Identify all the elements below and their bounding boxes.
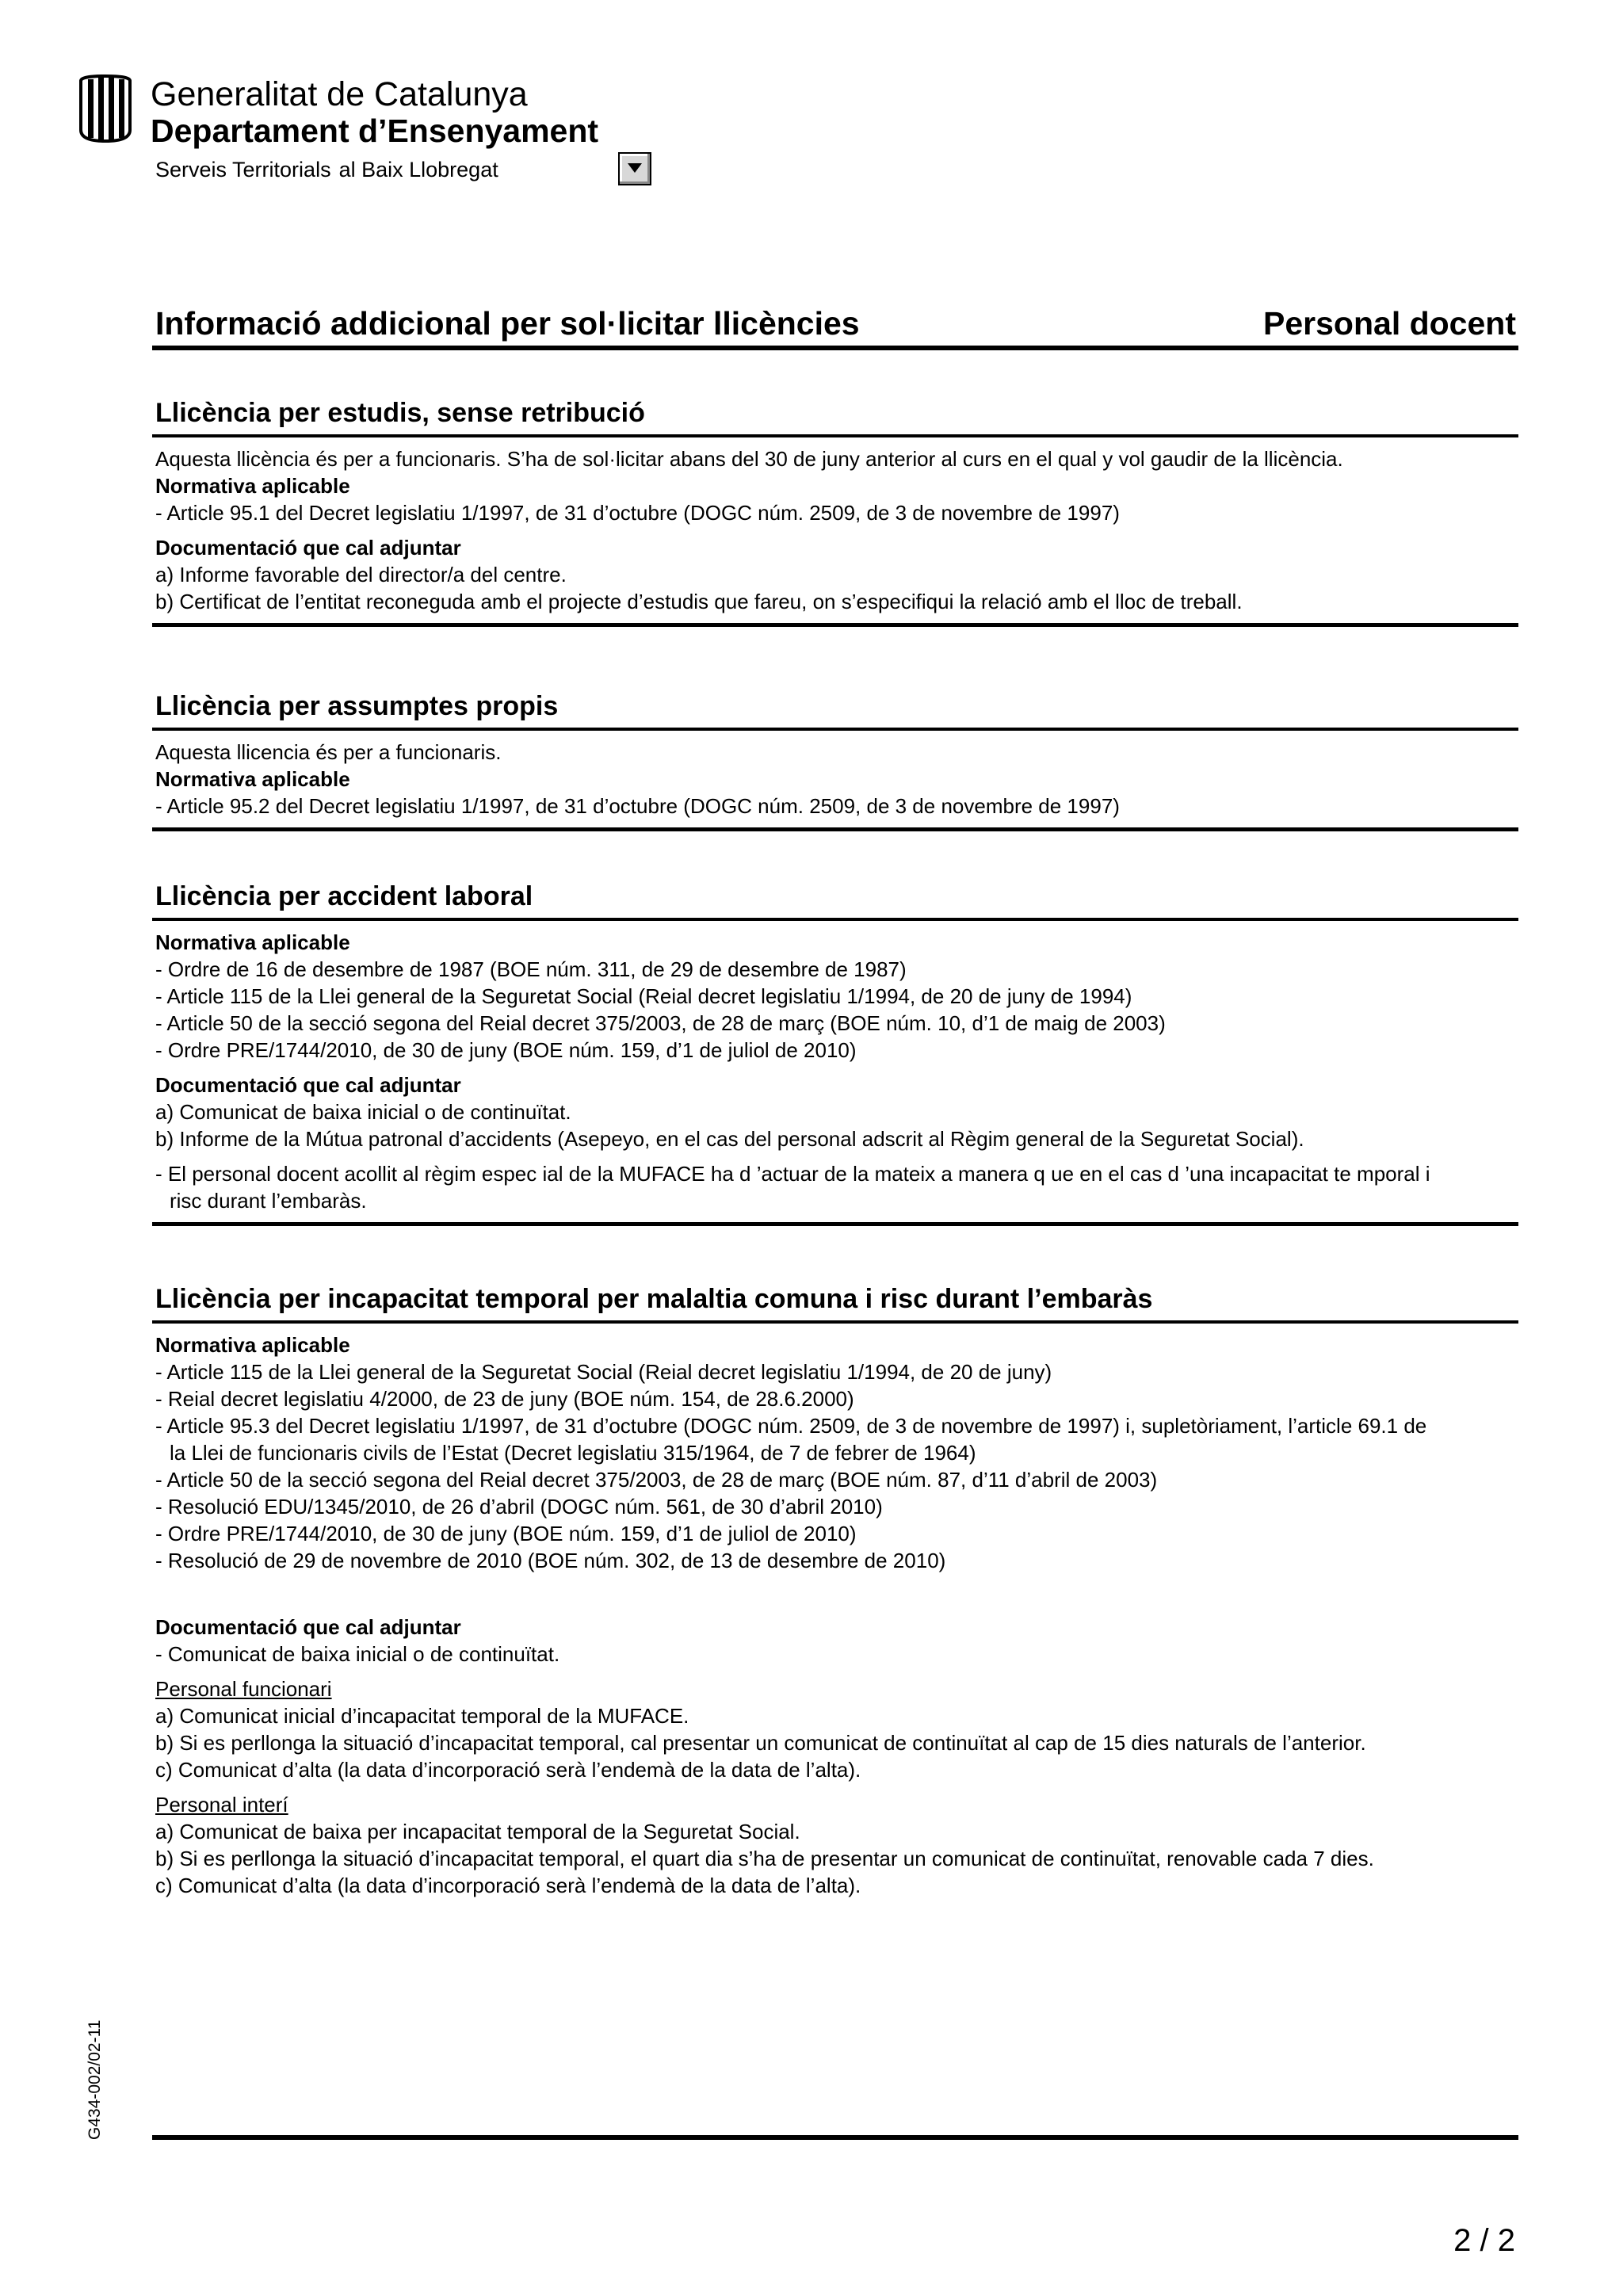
section-study-leave (155, 396, 1518, 627)
section-title: Llicència per estudis, sense retribució (155, 398, 645, 428)
page-number: 2 / 2 (1453, 2223, 1515, 2258)
funcionari-item: c) Comunicat d’alta (la data d’incorporació serà l’endemà de la data de l’alta). (155, 1758, 861, 1782)
norm-item: - Article 50 de la secció segona del Reial decret 375/2003, de 28 de març (BOE núm. 10, d’1 de maig de 2003) (155, 1011, 1166, 1035)
org-name: Generalitat de Catalunya (151, 75, 528, 113)
section-end-divider (152, 827, 1518, 831)
norm-item: - Article 95.3 del Decret legislatiu 1/1997, de 31 d’octubre (DOGC núm. 2509, de 3 de novembre de 1997) i, supletòriament, l’article 69.1 de (155, 1414, 1427, 1438)
norm-heading: Normativa aplicable (155, 930, 350, 954)
department-name: Departament d’Ensenyament (151, 113, 599, 149)
muface-note: - El personal docent acollit al règim espec ial de la MUFACE ha d ’actuar de la mateix a manera q ue en el cas d ’una incapacitat te mporal i (155, 1162, 1430, 1186)
form-code: G434-002/02-11 (86, 2019, 104, 2140)
doc-heading: Documentació que cal adjuntar (155, 1073, 461, 1097)
interi-item: c) Comunicat d’alta (la data d’incorporació serà l’endemà de la data de l’alta). (155, 1874, 861, 1897)
doc-item: b) Certificat de l’entitat reconeguda amb el projecte d’estudis que fareu, on s’especifiqui la relació amb el lloc de treball. (155, 590, 1243, 613)
services-label: Serveis Territorials (155, 158, 331, 181)
norm-heading: Normativa aplicable (155, 1333, 350, 1357)
norm-item: - Ordre PRE/1744/2010, de 30 de juny (BOE núm. 159, d’1 de juliol de 2010) (155, 1038, 857, 1062)
chevron-down-icon (628, 163, 642, 174)
section-intro: Aquesta llicència és per a funcionaris. S’ha de sol·licitar abans del 30 de juny anterior al curs en el qual y vol gaudir de la llicència. (155, 447, 1343, 471)
norm-item: - Resolució de 29 de novembre de 2010 (BOE núm. 302, de 13 de desembre de 2010) (155, 1549, 946, 1572)
norm-item: - Article 50 de la secció segona del Reial decret 375/2003, de 28 de març (BOE núm. 87, d’11 d’abril de 2003) (155, 1468, 1158, 1492)
section-title: Llicència per incapacitat temporal per malaltia comuna i risc durant l’embaràs (155, 1284, 1153, 1314)
norm-item: - Reial decret legislatiu 4/2000, de 23 de juny (BOE núm. 154, de 28.6.2000) (155, 1387, 854, 1411)
doc-item: a) Informe favorable del director/a del centre. (155, 563, 567, 586)
norm-heading: Normativa aplicable (155, 474, 350, 498)
doc-item: a) Comunicat de baixa inicial o de continuïtat. (155, 1100, 571, 1124)
services-territorials (155, 157, 498, 182)
doc-heading: Documentació que cal adjuntar (155, 536, 461, 560)
funcionari-item: b) Si es perllonga la situació d’incapacitat temporal, cal presentar un comunicat de continuïtat al cap de 15 dies naturals de l’anterior. (155, 1731, 1366, 1755)
section-personal-affairs (155, 690, 1518, 831)
page-title: Informació addicional per sol·licitar llicències (155, 305, 860, 342)
funcionari-item: a) Comunicat inicial d’incapacitat temporal de la MUFACE. (155, 1704, 689, 1728)
doc-heading: Documentació que cal adjuntar (155, 1615, 461, 1639)
services-dropdown-button[interactable] (618, 152, 651, 185)
section-intro: Aquesta llicencia és per a funcionaris. (155, 740, 502, 764)
norm-item: - Ordre PRE/1744/2010, de 30 de juny (BOE núm. 159, d’1 de juliol de 2010) (155, 1522, 857, 1545)
norm-item: - Article 95.1 del Decret legislatiu 1/1997, de 31 d’octubre (DOGC núm. 2509, de 3 de novembre de 1997) (155, 501, 1120, 525)
title-divider (152, 346, 1518, 350)
section-temporary-incapacity (155, 1282, 1518, 1899)
norm-item-cont: la Llei de funcionaris civils de l’Estat (Decret legislatiu 315/1964, de 7 de febrer de 1964) (170, 1441, 976, 1465)
section-end-divider (152, 1222, 1518, 1226)
section-end-divider (152, 623, 1518, 627)
interi-item: b) Si es perllonga la situació d’incapacitat temporal, el quart dia s’ha de presentar un comunicat de continuïtat, renovable cada 7 dies. (155, 1847, 1374, 1870)
interi-item: a) Comunicat de baixa per incapacitat temporal de la Seguretat Social. (155, 1820, 800, 1843)
footer-divider (152, 2135, 1518, 2140)
norm-item: - Resolució EDU/1345/2010, de 26 d’abril (DOGC núm. 561, de 30 d’abril 2010) (155, 1495, 883, 1519)
norm-item: - Article 115 de la Llei general de la Seguretat Social (Reial decret legislatiu 1/1994, de 20 de juny) (155, 1360, 1052, 1384)
doc-intro: - Comunicat de baixa inicial o de continuïtat. (155, 1642, 560, 1666)
norm-item: - Article 115 de la Llei general de la Seguretat Social (Reial decret legislatiu 1/1994, de 20 de juny de 1994) (155, 984, 1132, 1008)
norm-item: - Ordre de 16 de desembre de 1987 (BOE núm. 311, de 29 de desembre de 1987) (155, 957, 907, 981)
document-audience: Personal docent (1263, 305, 1516, 342)
interi-heading: Personal interí (155, 1793, 288, 1817)
generalitat-logo (78, 74, 133, 143)
section-title: Llicència per assumptes propis (155, 691, 559, 721)
section-title: Llicència per accident laboral (155, 881, 533, 911)
doc-item: b) Informe de la Mútua patronal d’accidents (Asepeyo, en el cas del personal adscrit al Règim general de la Seguretat Social). (155, 1127, 1304, 1151)
services-selected-value[interactable]: al Baix Llobregat (338, 158, 498, 181)
funcionari-heading: Personal funcionari (155, 1677, 332, 1701)
norm-item: - Article 95.2 del Decret legislatiu 1/1997, de 31 d’octubre (DOGC núm. 2509, de 3 de novembre de 1997) (155, 794, 1120, 818)
norm-heading: Normativa aplicable (155, 767, 350, 791)
section-work-accident (155, 880, 1518, 1226)
muface-note-cont: risc durant l’embaràs. (170, 1189, 367, 1213)
